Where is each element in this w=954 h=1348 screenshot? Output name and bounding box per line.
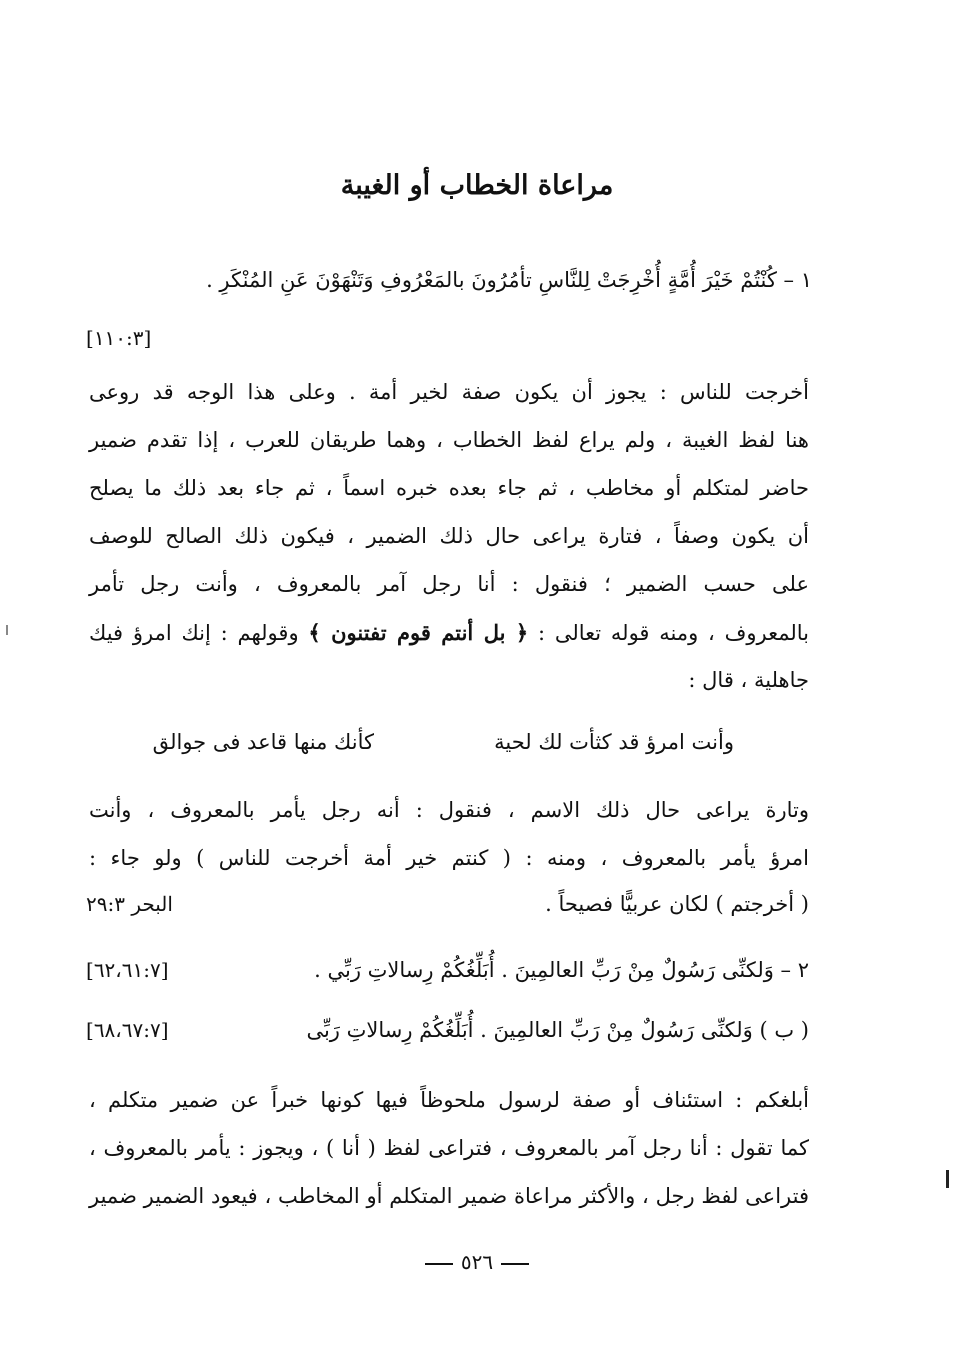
poem-hemistich-1: وأنت امرؤ قد كثأت لك لحية	[494, 730, 734, 754]
page-number-dash-left	[425, 1263, 453, 1265]
page-number-dash-right	[501, 1263, 529, 1265]
paragraph-1-line-6	[89, 620, 809, 646]
paragraph-1-line-2: هنا لفظ الغيبة ، ولم يراع لفظ الخطاب ، وهما طريقان للعرب ، إذا تقدم ضمير	[89, 428, 809, 452]
paragraph-2-line-3: ( أخرجتم ) لكان عربيًّا فصيحاً .	[545, 892, 809, 916]
page-number	[0, 1250, 954, 1274]
scan-mark	[6, 625, 8, 635]
scan-mark	[946, 1170, 949, 1188]
verse-2-reference: [٦٢،٦١:٧]	[86, 958, 169, 982]
verse-1-reference: [١١٠:٣]	[86, 326, 152, 350]
paragraph-1-line-1: أخرجت للناس : يجوز أن يكون صفة لخير أمة . وعلى هذا الوجه قد روعى	[89, 380, 809, 404]
section-title: مراعاة الخطاب أو الغيبة	[340, 170, 614, 201]
paragraph-3-line-3: فتراعى لفظ رجل ، والأكثر مراعاة ضمير المتكلم أو المخاطب ، فيعود الضمير ضمير	[89, 1184, 809, 1208]
line-6-after: وقولهم : إنك امرؤ فيك	[89, 621, 309, 645]
verse-3-reference: [٦٨،٦٧:٧]	[86, 1018, 169, 1042]
paragraph-3-line-2: كما تقول : أنا رجل آمر بالمعروف ، فتراعى لفظ ( أنا ) ، ويجوز : يأمر بالمعروف ،	[89, 1136, 809, 1160]
paragraph-1-line-5: على حسب الضمير ؛ فنقول : أنا رجل آمر بالمعروف ، وأنت رجل تأمر	[89, 572, 809, 596]
paragraph-1-line-7: جاهلية ، قال :	[688, 668, 809, 692]
page-number-value: ٥٢٦	[460, 1250, 494, 1274]
source-reference: البحر ٢٩:٣	[86, 892, 173, 916]
quran-quote: ﴿ بل أنتم قوم تفتنون ﴾	[308, 620, 529, 645]
verse-2-text: ٢ – وَلكنِّى رَسُولٌ مِنْ رَبِّ العالمِينَ . أُبَلِّغُكُمْ رِسالاتِ رَبِّي .	[314, 958, 809, 982]
verse-1-text: ١ – كُنْتُمْ خَيْرَ أُمَّةٍ أُخْرِجَتْ لِلنَّاسِ تأمُرُونَ بالمَعْرُوفِ وَتَنْهَوْنَ عَنِ المُنْكَرِ .	[206, 268, 812, 292]
poem-hemistich-2: كأنك منها قاعد فى جوالق	[152, 730, 374, 754]
paragraph-2-line-2: امرؤ يأمر بالمعروف ، ومنه : ( كنتم خير أمة أخرجت للناس ) ولو جاء :	[89, 846, 809, 870]
line-6-before: بالمعروف ، ومنه قوله تعالى :	[528, 621, 810, 645]
paragraph-2-line-1: وتارة يراعى حال ذلك الاسم ، فنقول : أنه رجل يأمر بالمعروف ، وأنت	[89, 798, 809, 822]
paragraph-1-line-3: حاضر لمتكلم أو مخاطب ، ثم جاء بعده خبره اسماً ، ثم جاء بعد ذلك ما يصلح	[89, 476, 809, 500]
paragraph-1-line-4: أن يكون وصفاً ، فتارة يراعى حال ذلك الضمير ، فيكون ذلك الصالح للوصف	[89, 524, 809, 548]
verse-3-text: ( ب ) وَلكنِّى رَسُولٌ مِنْ رَبِّ العالمِينَ . أُبَلِّغُكُمْ رِسالاتِ رَبِّى	[306, 1018, 809, 1042]
paragraph-3-line-1: أبلغكم : استئناف أو صفة لرسول ملحوظاً فيها كونها خبراً عن ضمير متكلم ،	[89, 1088, 809, 1112]
